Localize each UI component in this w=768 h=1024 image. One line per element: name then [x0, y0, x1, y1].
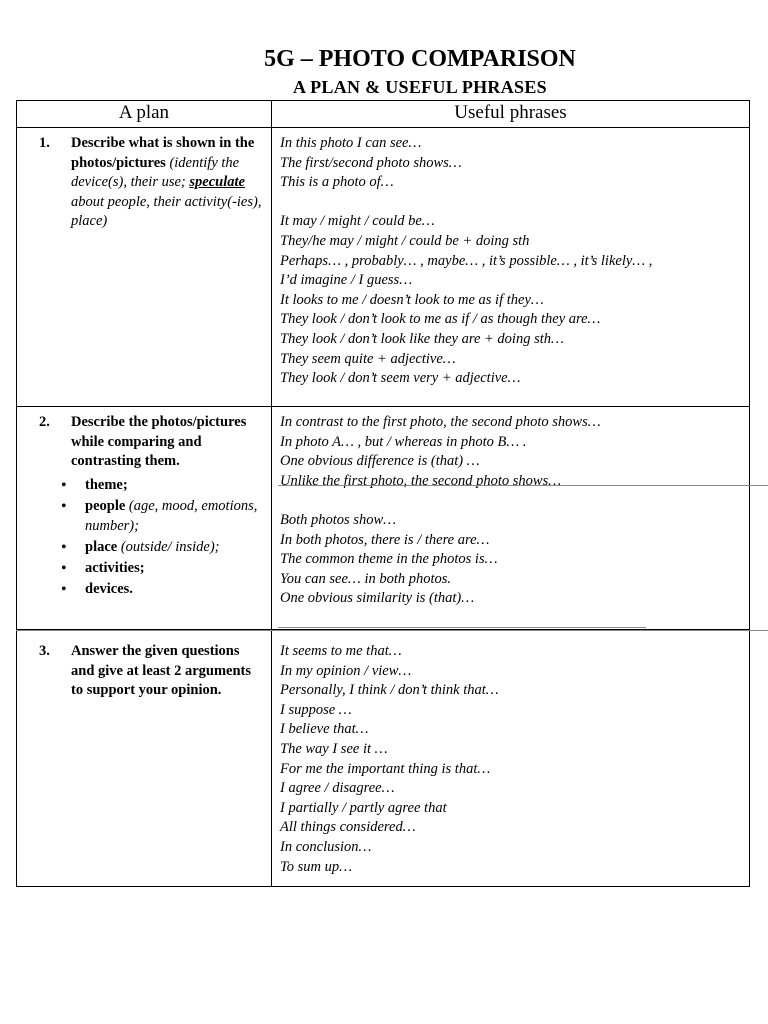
phrase-line: One obvious difference is (that) … — [280, 453, 480, 470]
topic-list — [39, 476, 263, 600]
spacer — [280, 193, 749, 213]
phrase-line: In contrast to the first photo, the second photo shows… — [280, 414, 601, 430]
step-note: about people, their activity(-ies), place) — [71, 193, 262, 230]
step-number: 1. — [39, 135, 50, 151]
step-title: Describe the photos/pictures while comparing and contrasting them. — [71, 414, 247, 470]
phrase-line: They look / don’t look to me as if / as though they are… — [280, 311, 601, 328]
plan-cell — [17, 630, 272, 887]
table-row — [17, 630, 750, 887]
phrase-line: This is a photo of… — [280, 174, 394, 191]
phrase-line: All things considered… — [280, 819, 416, 836]
phrases-cell — [272, 128, 750, 407]
phrase-line: They look / don’t seem very + adjective… — [280, 370, 521, 387]
phrase-line: They/he may / might / could be + doing sth — [280, 232, 530, 249]
phrase-line: Personally, I think / don’t think that… — [280, 682, 499, 699]
phrases-cell — [272, 630, 750, 887]
phrase-line: The first/second photo shows… — [280, 154, 462, 171]
topic-label: devices. — [85, 581, 133, 598]
phrase-line: I believe that… — [280, 721, 369, 738]
phrase-line: They seem quite + adjective… — [280, 350, 456, 367]
phrase-line: I partially / partly agree that — [280, 799, 447, 816]
topic-item — [61, 559, 263, 579]
phrase-line: The common theme in the photos is… — [280, 551, 498, 568]
phrase-line: For me the important thing is that… — [280, 760, 491, 777]
topic-label: theme; — [85, 476, 128, 493]
phrase-line: Both photos show… — [280, 511, 397, 528]
topic-item — [61, 476, 263, 496]
phrase-list — [272, 128, 749, 389]
topic-label: place — [85, 538, 118, 555]
step-title: Describe what is shown in the photos/pictures — [71, 135, 255, 171]
phrase-line: Unlike the first photo, the second photo shows… — [280, 472, 562, 489]
divider — [278, 627, 646, 628]
header-phrases: Useful phrases — [272, 101, 750, 128]
topic-item — [61, 497, 263, 536]
step-title: Answer the given questions and give at least 2 arguments to support your opinion. — [71, 643, 252, 699]
topic-label: people — [85, 497, 126, 514]
phrase-list — [272, 630, 749, 877]
phrases-cell — [272, 407, 750, 630]
header-plan: A plan — [17, 101, 272, 128]
topic-label: activities; — [85, 559, 145, 576]
phrase-line: In both photos, there is / there are… — [280, 531, 490, 548]
topic-item — [61, 538, 263, 558]
step-keyword: speculate — [189, 174, 245, 191]
plan-cell — [17, 407, 272, 630]
phrase-line: It may / might / could be… — [280, 213, 435, 230]
phrase-line: To sum up… — [280, 858, 352, 875]
phrase-line: Perhaps… , probably… , maybe… , it’s possible… , it’s likely… , — [280, 252, 653, 269]
phrase-line: In my opinion / view… — [280, 662, 412, 679]
phrase-line: In conclusion… — [280, 838, 372, 855]
plan-table — [16, 100, 750, 887]
phrase-line: The way I see it … — [280, 740, 388, 757]
plan-cell — [17, 128, 272, 407]
header-row — [17, 101, 750, 128]
phrase-line: It seems to me that… — [280, 643, 402, 659]
phrase-line: I agree / disagree… — [280, 780, 395, 797]
phrase-line: I’d imagine / I guess… — [280, 272, 413, 289]
step-number: 2. — [39, 414, 50, 430]
phrase-line: In photo A… , but / whereas in photo B… . — [280, 433, 527, 450]
phrase-line: They look / don’t look like they are + doing sth… — [280, 330, 564, 347]
spacer — [280, 491, 749, 511]
document-subtitle: A PLAN & USEFUL PHRASES — [293, 77, 547, 97]
phrase-line: In this photo I can see… — [280, 135, 422, 151]
phrase-list — [272, 407, 749, 609]
phrase-line: I suppose … — [280, 701, 352, 718]
divider — [16, 630, 768, 631]
phrase-line: It looks to me / doesn’t look to me as if they… — [280, 291, 544, 308]
table-row — [17, 128, 750, 407]
phrase-line: One obvious similarity is (that)… — [280, 590, 475, 607]
topic-note: (outside/ inside); — [120, 538, 220, 555]
topic-item — [61, 580, 263, 600]
divider — [278, 485, 768, 486]
phrase-line: You can see… in both photos. — [280, 570, 452, 587]
step-note: (identify the device(s), their use; — [71, 154, 240, 191]
topic-note: (age, mood, emotions, number); — [85, 497, 258, 534]
document-title: 5G – PHOTO COMPARISON — [264, 46, 576, 72]
table-row — [17, 407, 750, 630]
step-number: 3. — [39, 643, 50, 659]
